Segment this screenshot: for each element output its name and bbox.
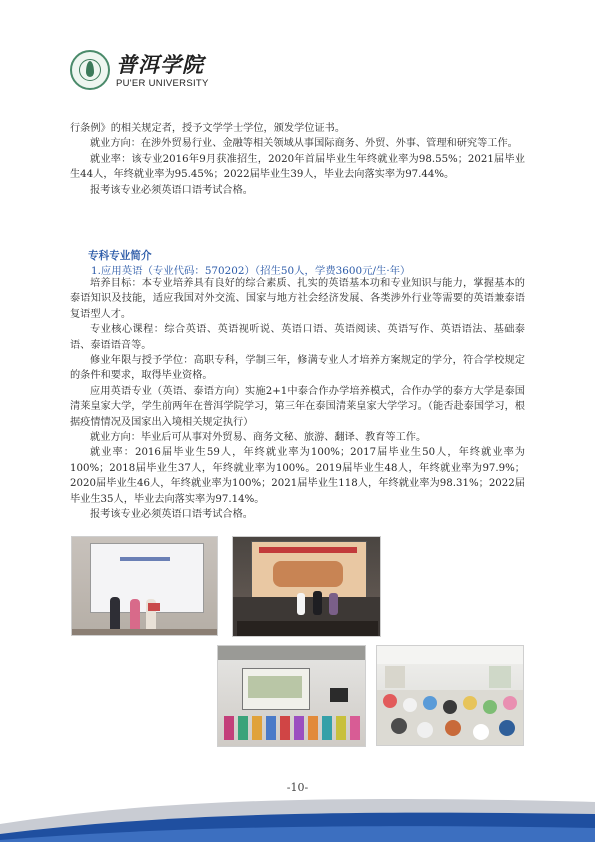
paragraph: 就业率：该专业2016年9月获准招生，2020年首届毕业生年终就业率为98.55%；2021届毕业生44人，年终就业率为95.45%；2022届毕业生39人，毕业去向落实率为97.44%。 [70, 153, 525, 181]
photo-cultural-performance [217, 645, 366, 747]
paragraph: 就业方向：毕业后可从事对外贸易、商务文秘、旅游、翻译、教育等工作。 [90, 432, 427, 444]
paragraph: 就业方向：在涉外贸易行业、金融等相关领域从事国际商务、外贸、外事、管理和研究等工作。 [90, 138, 518, 150]
paragraph: 培养目标：本专业培养具有良好的综合素质、扎实的英语基本功和专业知识与能力，掌握基本的泰语知识及技能，适应我国对外交流、国家与地方社会经济发展、各类涉外行业等需要的英语兼泰语复语型人才。 [70, 278, 525, 320]
university-logo [70, 47, 220, 95]
section-title: 专科专业简介 [88, 250, 152, 262]
paragraph: 修业年限与授予学位：高职专科，学制三年，修满专业人才培养方案规定的学分，符合学校规定的条件和要求，取得毕业资格。 [70, 355, 525, 382]
paragraph: 行条例》的相关规定者，授予文学学士学位，颁发学位证书。 [70, 123, 346, 134]
paragraph: 报考该专业必须英语口语考试合格。 [90, 509, 253, 521]
top-text-block [70, 121, 525, 198]
school-name-cn: 普洱学院 [116, 52, 204, 77]
paragraph: 专业核心课程：综合英语、英语视听说、英语口语、英语阅读、英语写作、英语语法、基础泰语、泰语语音等。 [70, 324, 525, 351]
photo-classroom-event [376, 645, 524, 746]
school-name-en: PU'ER UNIVERSITY [116, 78, 209, 89]
photo-speech-contest [232, 536, 381, 637]
program-subtitle: 1.应用英语（专业代码：570202）（招生50人，学费3600元/生·年） [91, 265, 411, 277]
page-number: -10- [286, 781, 309, 794]
paragraph: 报考该专业必须英语口语考试合格。 [90, 184, 253, 196]
photo-award-ceremony [71, 536, 218, 636]
footer-decoration [0, 784, 595, 842]
section-text-block [70, 276, 525, 523]
paragraph: 就业率：2016届毕业生59人，年终就业率为100%；2017届毕业生50人，年终就业率为100%；2018届毕业生37人，年终就业率为100%。2019届毕业生48人，年终就业率为97.9%；2020届毕业生46人，年终就业率为100%；2021届毕业生118人，年终就业率为98.31%；2022届毕业生35人，毕业去向落实率为97.14%。 [70, 447, 525, 505]
paragraph: 应用英语专业（英语、泰语方向）实施2+1中泰合作办学培养模式，合作办学的泰方大学是泰国清莱皇家大学，学生前两年在普洱学院学习，第三年在泰国清莱皇家大学学习。（能否赴泰国学习，根据疫情情况及国家出入境相关规定执行） [70, 385, 525, 428]
university-seal-icon [70, 50, 110, 90]
